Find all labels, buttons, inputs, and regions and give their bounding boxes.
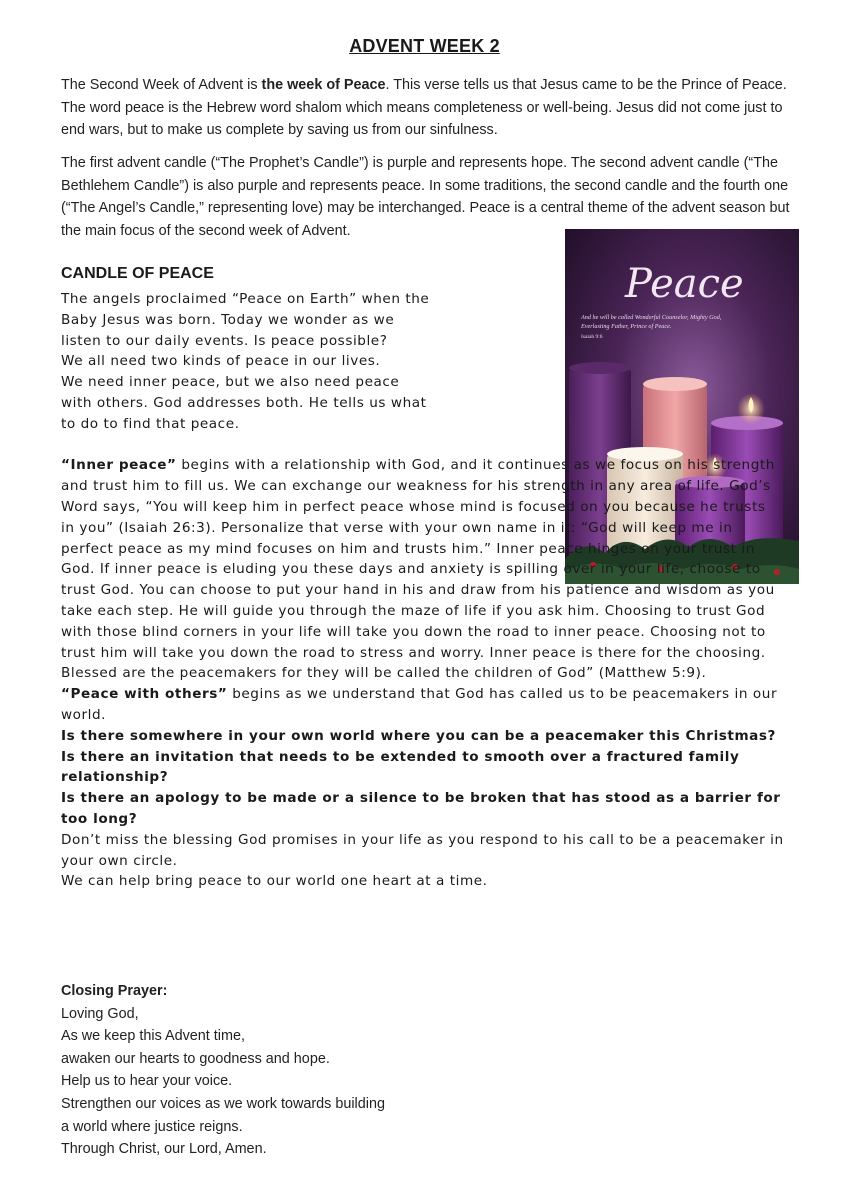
prayer-line: As we keep this Advent time, (61, 1028, 245, 1045)
prayer-line: Strengthen our voices as we work towards building (61, 1095, 385, 1112)
image-ref: Isaiah 9:6 (581, 334, 603, 340)
blessed-line: Blessed are the peacemakers for they will be called the children of God” (Matthew 5:9). (61, 665, 707, 682)
intro-bold: the week of Peace (261, 77, 386, 93)
dont-miss-line: Don’t miss the blessing God promises in your life as you respond to his call to be a peacemaker in your own circle. (61, 831, 784, 869)
prayer-line: a world where justice reigns. (61, 1118, 243, 1135)
svg-text:Everlasting Father, Prince of: Everlasting Father, Prince of Peace. (581, 323, 672, 330)
peace-others-text: begins as we understand that God has called us to be peacemakers in our world. (61, 686, 778, 723)
closing-heading: Closing Prayer: (61, 983, 168, 999)
page-title: ADVENT WEEK 2 (349, 36, 500, 56)
inner-peace-bold: “Inner peace” (61, 457, 177, 474)
body-line: We need inner peace, but we also need peace (61, 374, 400, 391)
peace-others-paragraph (61, 684, 801, 726)
prayer-line: Help us to hear your voice. (61, 1073, 233, 1090)
intro-text-b: . This verse tells us that Jesus came to be the Prince of Peace. The word peace is the Hebrew word shalom which means completeness or well-being. Jesus did not come just to end wars, but to make us complete by saving us from our sinfulness. (61, 77, 787, 138)
help-line: We can help bring peace to our world one heart at a time. (61, 873, 488, 890)
body-line: Baby Jesus was born. Today we wonder as we (61, 311, 395, 328)
intro-text-2: The first advent candle (“The Prophet’s Candle”) is purple and represents hope. The second advent candle (“The Bethlehem Candle”) is also purple and represents peace. In some traditions, the second candle and the fourth one (“The Angel’s Candle,” representing love) may be interchanged. Peace is a central theme of the advent season but the main focus of the second week of Advent. (61, 155, 790, 239)
body-line: The angels proclaimed “Peace on Earth” when the (61, 291, 430, 307)
body-line: We all need two kinds of peace in our lives. (61, 353, 381, 370)
svg-text:And he will be called Wonderfu: And he will be called Wonderful Counselor, Mighty God, (581, 314, 722, 321)
body-line: with others. God addresses both. He tells us what (61, 394, 427, 411)
prayer-line: Through Christ, our Lord, Amen. (61, 1141, 267, 1158)
peace-word: Peace (625, 261, 744, 307)
prayer-line: Loving God, (61, 1005, 139, 1022)
inner-peace-text: begins with a relationship with God, and it continues as we focus on his strength and trust him to fill us. We can exchange our weakness for his strength in any area of life. God’s Word says, “You will keep him in perfect peace whose mind is focused on you because he trusts in you” (Isaiah 26:3). Personalize that verse with your own name in it: “God will keep me in perfect peace as my mind focuses on him and trusts him.” Inner peace hinges on your trust in God. If inner peace is eluding you these days and anxiety is spilling over in your life, choose to trust God. You can choose to put your hand in his and draw from his patience and wisdom as you take each step. He will guide you through the maze of life if you ask him. Choosing to trust God with those blind corners in your life will take you down the road to inner peace. Choosing not to trust him will take you down the road to stress and worry. Inner peace is there for the choosing. (61, 457, 775, 661)
prayer-line: awaken our hearts to goodness and hope. (61, 1050, 330, 1067)
intro-paragraph-1 (61, 74, 799, 142)
question-1: Is there somewhere in your own world where you can be a peacemaker this Christmas? (61, 727, 776, 744)
section-heading: CANDLE OF PEACE (61, 265, 214, 282)
intro-text-a: The Second Week of Advent is (61, 77, 262, 93)
question-3: Is there an apology to be made or a silence to be broken that has stood as a barrier for too long? (61, 790, 781, 827)
inner-peace-paragraph (61, 455, 781, 663)
closing-prayer (61, 980, 561, 1161)
body-intro-lines (61, 289, 448, 435)
question-2: Is there an invitation that needs to be extended to smooth over a fractured family relationship? (61, 748, 740, 786)
body-line: listen to our daily events. Is peace possible? (61, 332, 388, 349)
peace-others-bold: “Peace with others” (61, 686, 228, 703)
body-line: to do to find that peace. (61, 415, 240, 432)
body-article (61, 289, 801, 892)
